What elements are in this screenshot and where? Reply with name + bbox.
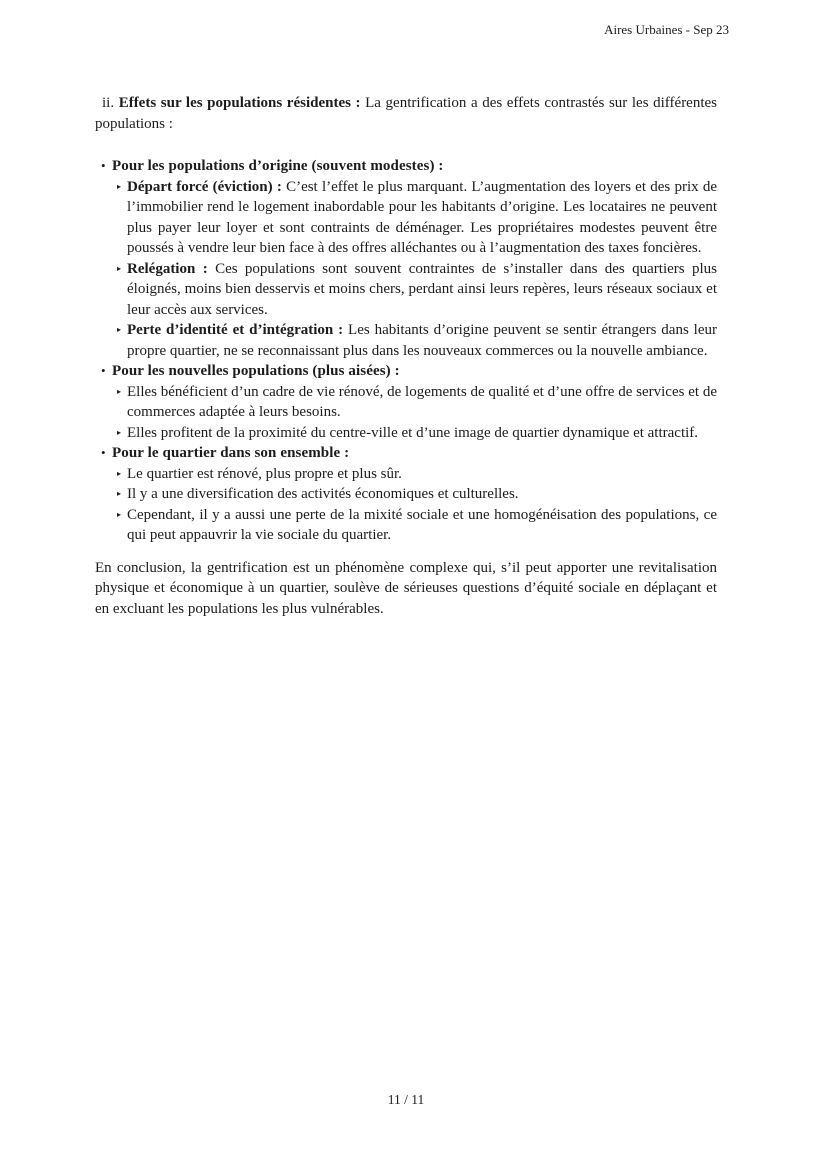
sub-list-item (95, 259, 717, 321)
triangle-bullet-icon: ▸ (117, 263, 122, 273)
sub-item-text: Les habitants d’origine peuvent se sentir étrangers dans leur propre quartier, ne se reconnaissant plus dans les nouveaux commerces ou la nouvelle ambiance. (127, 322, 718, 359)
sub-list-item (95, 464, 717, 485)
bullet-list (95, 156, 717, 546)
list-item (95, 156, 717, 177)
intro-text: La gentrification a des effets contrastés sur les différentes populations : (95, 95, 718, 132)
sub-list-item (95, 505, 717, 546)
bullet-icon: • (101, 363, 106, 378)
list-item (95, 443, 717, 464)
sub-item-text: Elles profitent de la proximité du centre-ville et d’une image de quartier dynamique et attractif. (127, 424, 699, 441)
sub-list-item (95, 177, 717, 259)
sub-item-bold-lead: Départ forcé (éviction) : (127, 178, 282, 195)
triangle-bullet-icon: ▸ (117, 489, 122, 498)
list-item-title: Pour les populations d’origine (souvent modestes) : (112, 158, 444, 174)
bullet-icon: • (101, 445, 106, 460)
triangle-bullet-icon: ▸ (117, 325, 122, 334)
sub-item-text: Cependant, il y a aussi une perte de la mixité sociale et une homogénéisation des populations, ce qui peut appauvrir la vie sociale du quartier. (127, 506, 717, 543)
conclusion-paragraph: En conclusion, la gentrification est un phénomène complexe qui, s’il peut apporter une revitalisation physique et économique à un quartier, soulève de sérieuses questions d’équité sociale en déplaçant et en excluant les populations les plus vulnérables. (95, 559, 717, 617)
triangle-bullet-icon: ▸ (117, 386, 122, 396)
list-item-title: Pour le quartier dans son ensemble : (112, 445, 350, 461)
page-header: Aires Urbaines - Sep 23 (604, 22, 729, 37)
sub-item-text: C’est l’effet le plus marquant. L’augmentation des loyers et des prix de l’immobilier rend le logement inabordable pour les habitants d’origine. Les locataires ne peuvent plus payer leur loyer et sont contraints de déménager. Les propriétaires modestes peuvent être poussés à vendre leur bien face à des offres alléchantes ou à l’augmentation des taxes foncières. (127, 178, 717, 256)
sub-item-text: Il y a une diversification des activités économiques et culturelles. (127, 486, 519, 502)
intro-bold-lead: Effets sur les populations résidentes : (118, 95, 361, 111)
page-number: 11 / 11 (387, 1092, 425, 1107)
intro-paragraph (95, 93, 717, 134)
triangle-bullet-icon: ▸ (117, 427, 122, 437)
sub-list-item (95, 320, 717, 361)
triangle-bullet-icon: ▸ (117, 181, 122, 191)
list-item (95, 361, 717, 382)
document-content (95, 0, 717, 619)
sub-list-item (95, 484, 717, 505)
sub-item-text: Le quartier est rénové, plus propre et plus sûr. (127, 465, 402, 482)
triangle-bullet-icon: ▸ (117, 468, 122, 478)
bullet-icon: • (101, 158, 106, 173)
sub-item-text: Elles bénéficient d’un cadre de vie rénové, de logements de qualité et d’une offre de services et de commerces adaptée à leurs besoins. (127, 383, 717, 420)
list-item-title: Pour les nouvelles populations (plus aisées) : (112, 363, 400, 379)
sub-item-bold-lead: Perte d’identité et d’intégration : (127, 322, 344, 338)
sub-item-bold-lead: Relégation : (127, 260, 208, 277)
sub-list-item (95, 423, 717, 444)
sub-list-item (95, 382, 717, 423)
triangle-bullet-icon: ▸ (117, 509, 122, 519)
list-numeral: ii. (102, 95, 115, 111)
sub-item-text: Ces populations sont souvent contraintes de s’installer dans des quartiers plus éloignés, moins bien desservis et moins chers, perdant ainsi leurs repères, leurs réseaux sociaux et leur accès aux services. (127, 260, 717, 318)
